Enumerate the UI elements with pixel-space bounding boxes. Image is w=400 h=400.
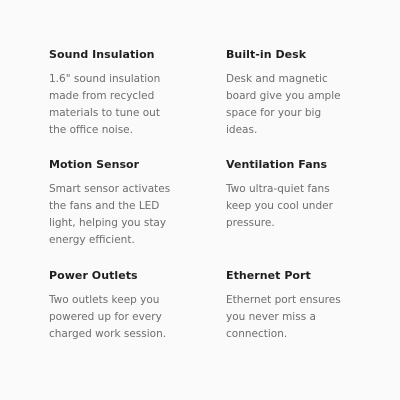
feature-title: Sound Insulation bbox=[49, 48, 155, 61]
feature-description: Desk and magnetic board give you ample space for your big ideas. bbox=[226, 73, 341, 136]
feature-ethernet-port bbox=[226, 269, 366, 343]
feature-description: 1.6" sound insulation made from recycled materials to tune out the office noise. bbox=[49, 73, 161, 136]
feature-power-outlets bbox=[49, 269, 189, 343]
feature-description: Two outlets keep you powered up for every charged work session. bbox=[49, 294, 167, 340]
feature-title: Ethernet Port bbox=[226, 269, 311, 282]
feature-title: Built-in Desk bbox=[226, 48, 307, 61]
feature-motion-sensor bbox=[49, 158, 189, 249]
feature-built-in-desk bbox=[226, 48, 366, 139]
feature-description: Smart sensor activates the fans and the LED light, helping you stay energy efficient. bbox=[49, 183, 171, 246]
feature-ventilation-fans bbox=[226, 158, 366, 232]
feature-title: Power Outlets bbox=[49, 269, 138, 282]
feature-title: Motion Sensor bbox=[49, 158, 140, 171]
feature-title: Ventilation Fans bbox=[226, 158, 328, 171]
feature-description: Two ultra-quiet fans keep you cool under pressure. bbox=[226, 183, 333, 229]
feature-description: Ethernet port ensures you never miss a connection. bbox=[226, 294, 341, 340]
feature-sound-insulation bbox=[49, 48, 189, 139]
